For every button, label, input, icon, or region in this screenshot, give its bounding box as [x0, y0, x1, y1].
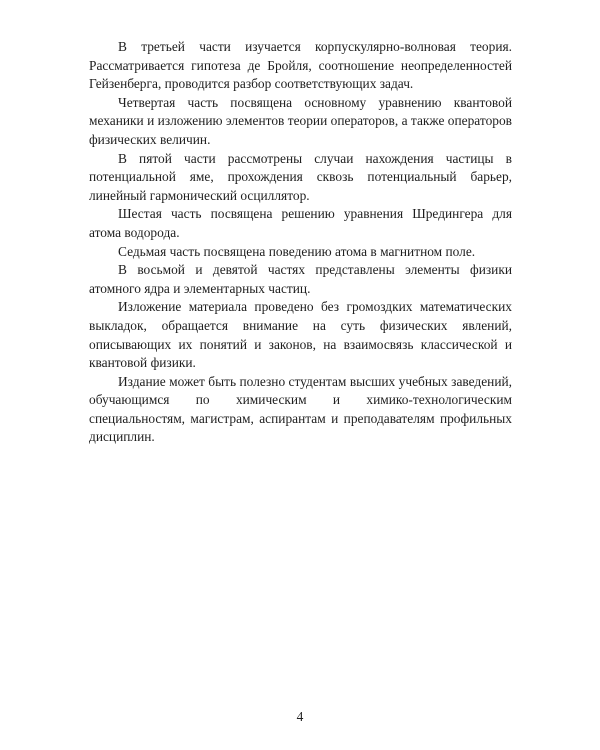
page-number: 4	[296, 709, 304, 724]
paragraph: Четвертая часть посвящена основному уравнению квантовой механики и изложению элементов теории операторов, а также операторов физических величин.	[89, 94, 512, 147]
paragraph: Шестая часть посвящена решению уравнения Шредингера для атома водорода.	[89, 206, 512, 240]
paragraph: Изложение материала проведено без громоздких математических выкладок, обращается внимание на суть физических явлений, описывающих их понятий и законов, на взаимосвязь классической и квантовой физики.	[89, 299, 512, 371]
paragraph: В третьей части изучается корпускулярно-волновая теория. Рассматривается гипотеза де Бройля, соотношение неопределенностей Гейзенберга, проводится разбор соответствующих задач.	[89, 39, 512, 92]
paragraph: В пятой части рассмотрены случаи нахождения частицы в потенциальной яме, прохождения сквозь потенциальный барьер, линейный гармонический осциллятор.	[89, 150, 512, 203]
paragraph: В восьмой и девятой частях представлены элементы физики атомного ядра и элементарных частиц.	[89, 262, 512, 296]
body-text	[89, 38, 512, 447]
paragraph: Седьмая часть посвящена поведению атома в магнитном поле.	[118, 243, 476, 259]
paragraph: Издание может быть полезно студентам высших учебных заведений, обучающимся по химическим и химико-технологическим специальностям, магистрам, аспирантам и преподавателям профильных дисциплин.	[89, 373, 512, 445]
